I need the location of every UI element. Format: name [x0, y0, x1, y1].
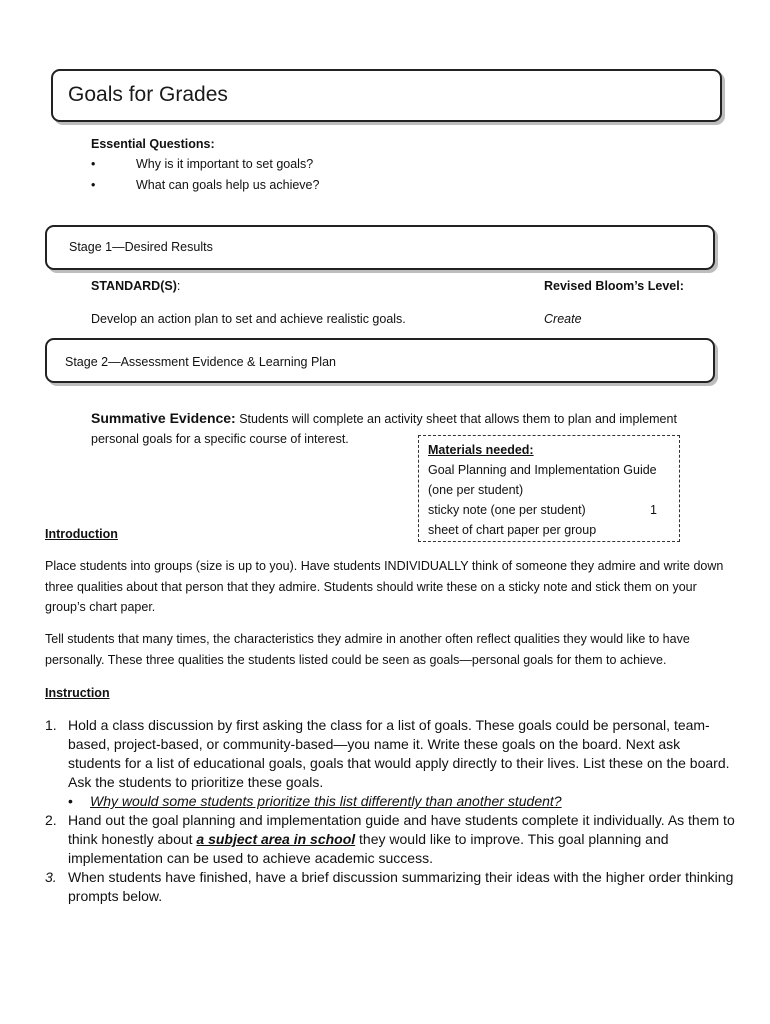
summative-heading: Summative Evidence:: [91, 410, 236, 426]
stage2-label: Stage 2—Assessment Evidence & Learning Plan: [65, 355, 336, 369]
list-number: 3.: [45, 869, 57, 885]
bullet: •: [68, 793, 73, 809]
materials-line: sheet of chart paper per group: [428, 523, 597, 537]
list-number: 2.: [45, 812, 57, 828]
list-item: [45, 811, 735, 868]
essential-question-text: What can goals help us achieve?: [136, 178, 320, 192]
list-sub-item: [45, 792, 735, 811]
summative-evidence: [91, 408, 731, 429]
standard-text: Develop an action plan to set and achieve realistic goals.: [91, 312, 406, 326]
materials-line: Goal Planning and Implementation Guide: [428, 463, 657, 477]
materials-line: (one per student): [428, 483, 524, 497]
standard-colon: :: [176, 279, 181, 293]
summative-text-line2: personal goals for a specific course of interest.: [91, 432, 349, 446]
list-item-text: they would like to improve. This goal planning and implementation can be used to achieve academic success.: [68, 831, 669, 866]
summative-text: Students will complete an activity sheet that allows them to plan and implement: [235, 412, 677, 426]
essential-question-item: [91, 154, 313, 174]
introduction-heading: Introduction: [45, 527, 118, 541]
stage1-label: Stage 1—Desired Results: [69, 240, 213, 254]
introduction-paragraph: Place students into groups (size is up to you). Have students INDIVIDUALLY think of someone they admire and write down three qualities about that person that they admire. Students should write these on a sticky note and stick them on your group’s chart paper.: [45, 559, 724, 614]
essential-question-item: [91, 175, 319, 195]
list-item-text: When students have finished, have a brief discussion summarizing their ideas with the higher order thinking prompts below.: [68, 869, 734, 904]
list-item: [45, 868, 735, 906]
essential-questions-heading: Essential Questions:: [91, 137, 215, 151]
materials-line-text: sticky note (one per student): [428, 503, 586, 517]
standard-heading: [91, 276, 180, 296]
essential-question-text: Why is it important to set goals?: [136, 157, 314, 171]
list-sub-item-text: Why would some students prioritize this list differently than another student?: [90, 793, 562, 809]
materials-box: [418, 435, 680, 542]
page-title: Goals for Grades: [68, 83, 228, 106]
list-item-text: Hand out the goal planning and implementation guide and have students complete it individually. As them to think honestly about: [68, 812, 735, 847]
list-item: [45, 716, 735, 792]
standard-heading-text: STANDARD(S): [91, 279, 177, 293]
list-item-emphasis: a subject area in school: [196, 831, 356, 847]
blooms-value: Create: [544, 312, 582, 326]
list-number: 1.: [45, 717, 57, 733]
instruction-heading: Instruction: [45, 686, 110, 700]
list-item-text: Hold a class discussion by first asking the class for a list of goals. These goals could be personal, team-based, project-based, or community-based—you name it. Write these goals on the board. Next ask students for a list of educational goals, goals that would apply directly to their lives. List these on the board. Ask the students to prioritize these goals.: [68, 717, 730, 790]
materials-heading: Materials needed:: [428, 443, 534, 457]
introduction-paragraph: Tell students that many times, the characteristics they admire in another often reflect qualities they would like to have personally. These three qualities the students listed could be seen as goals—personal goals for them to achieve.: [45, 632, 690, 667]
materials-line-number: 1: [650, 503, 657, 517]
materials-line: [428, 500, 670, 520]
bullet: •: [91, 178, 96, 192]
blooms-heading: Revised Bloom’s Level:: [544, 279, 684, 293]
instruction-list: [45, 716, 735, 906]
bullet: •: [91, 157, 96, 171]
